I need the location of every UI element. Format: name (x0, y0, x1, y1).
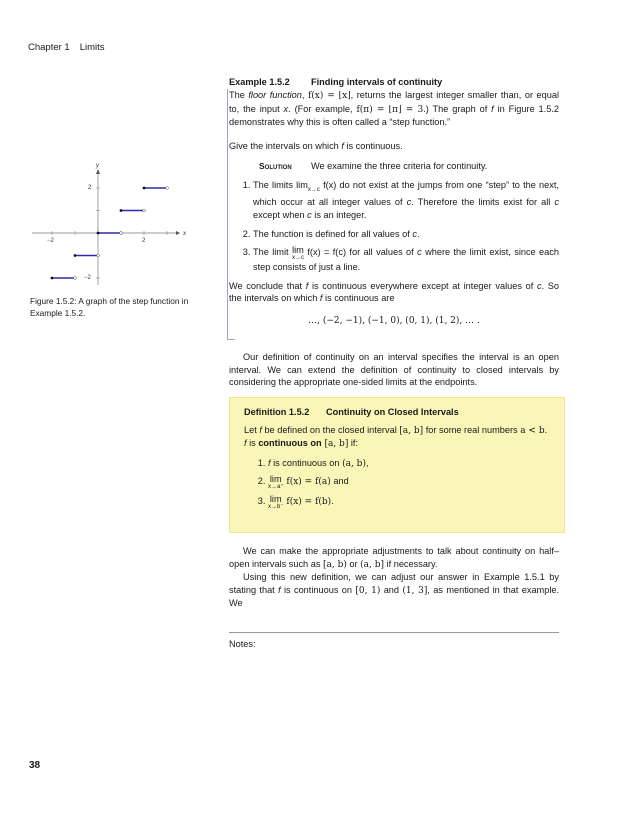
definition-heading (244, 406, 552, 419)
y-tick-label: 2 (88, 185, 92, 191)
x-axis-label: x (183, 231, 186, 237)
x-axis-arrow-icon (176, 231, 180, 235)
open-endpoint (74, 277, 77, 280)
solution-heading (259, 160, 559, 173)
axes (32, 174, 176, 285)
list-item: 2. lim x→a⁺ f(x) = f(a) and (268, 475, 552, 490)
running-header (28, 42, 105, 53)
example-title: Finding intervals of continuity (311, 77, 443, 87)
list-item: 1. The limits $\lim_{x\to c} f(x)$ do not exist at the jumps from one “step” to the next, which occur at all integer values of c. Therefore the limits exist for all c except when c is an integer. (253, 179, 559, 222)
intervals-list: …, (−2, −1), (−1, 0), (0, 1), (1, 2), … . (308, 315, 480, 326)
example-conclusion: We conclude that f is continuous everywhere except at integer values of c. So the intervals on which f is continuous are (229, 280, 559, 304)
open-endpoint (143, 209, 146, 212)
chapter-title: Limits (79, 42, 105, 53)
figure-caption: Figure 1.5.2: A graph of the step function in Example 1.5.2. (30, 296, 189, 318)
paragraph-new-definition: Using this new definition, we can adjust our answer in Example 1.5.1 by stating that f is continuous on [0, 1) and (1, 3], as mentioned in that example. We (229, 572, 560, 609)
definition-text: Let f be defined on the closed interval [a, b] for some real numbers a < b. f is continuous on [a, b] if: (244, 424, 548, 450)
list-item: 3. The limit lim x→c f(x) = f(c) for all values of c where the limit exist, since each step consists of just a line. (253, 246, 559, 274)
example-heading (229, 76, 559, 89)
definition-box (229, 397, 565, 533)
y-axis-arrow-icon (96, 169, 100, 174)
y-axis-label: y (96, 163, 99, 169)
definition-number: Definition 1.5.2 (244, 407, 310, 417)
step-function-graph (30, 160, 190, 290)
math-expression: f(x) = ⌊x⌋ (307, 91, 351, 101)
chapter-number: Chapter 1 (28, 42, 70, 53)
x-tick-label: −2 (47, 238, 54, 244)
paragraph-closed-intervals: Our definition of continuity on an interval specifies the interval is an open interval. We can extend the definition of continuity to closed intervals by considering the appropriate one-sided limits at the endpoints. (229, 352, 559, 388)
example-question: Give the intervals on which f is continuous. (229, 140, 403, 151)
closed-endpoint (51, 277, 54, 280)
example-margin-bar-foot (227, 339, 235, 340)
example-intro: The floor function, f(x) = ⌊x⌋, returns the largest integer smaller than, or equal to, the input x. (For example, f(π) = ⌊π⌋ = 3.) The graph of f in Figure 1.5.2 demonstrates why this is often called a “step function.” (229, 90, 559, 128)
page-number: 38 (29, 760, 41, 771)
paragraph-half-open: We can make the appropriate adjustments to talk about continuity on half–open intervals such as [a, b) or (a, b] if necessary. (229, 546, 559, 570)
list-item: 3. lim x→b⁻ f(x) = f(b). (268, 495, 552, 510)
term-floor-function: floor function (248, 90, 302, 100)
math-expression: f(π) = ⌊π⌋ = 3 (356, 104, 424, 115)
example-number: Example 1.5.2 (229, 77, 290, 87)
closed-endpoint (97, 232, 100, 235)
list-item: 1. f is continuous on (a, b), (268, 457, 552, 471)
closed-endpoint (74, 254, 77, 257)
closed-endpoint (120, 209, 123, 212)
solution-label: Solution (259, 161, 292, 172)
open-endpoint (120, 232, 123, 235)
definition-title: Continuity on Closed Intervals (326, 407, 459, 417)
notes-label: Notes: (229, 639, 256, 649)
definition-conditions (244, 457, 552, 511)
closed-endpoint (143, 187, 146, 190)
example-body (229, 89, 559, 328)
solution-list (229, 179, 559, 274)
y-tick-label: −2 (84, 275, 91, 281)
open-endpoint (97, 254, 100, 257)
open-endpoint (166, 187, 169, 190)
x-tick-label: 2 (142, 238, 146, 244)
list-item: 2. The function is defined for all values of c. (253, 228, 559, 241)
notes-divider (229, 632, 559, 633)
example-margin-bar (227, 89, 228, 340)
solution-intro: We examine the three criteria for continuity. (311, 161, 488, 172)
